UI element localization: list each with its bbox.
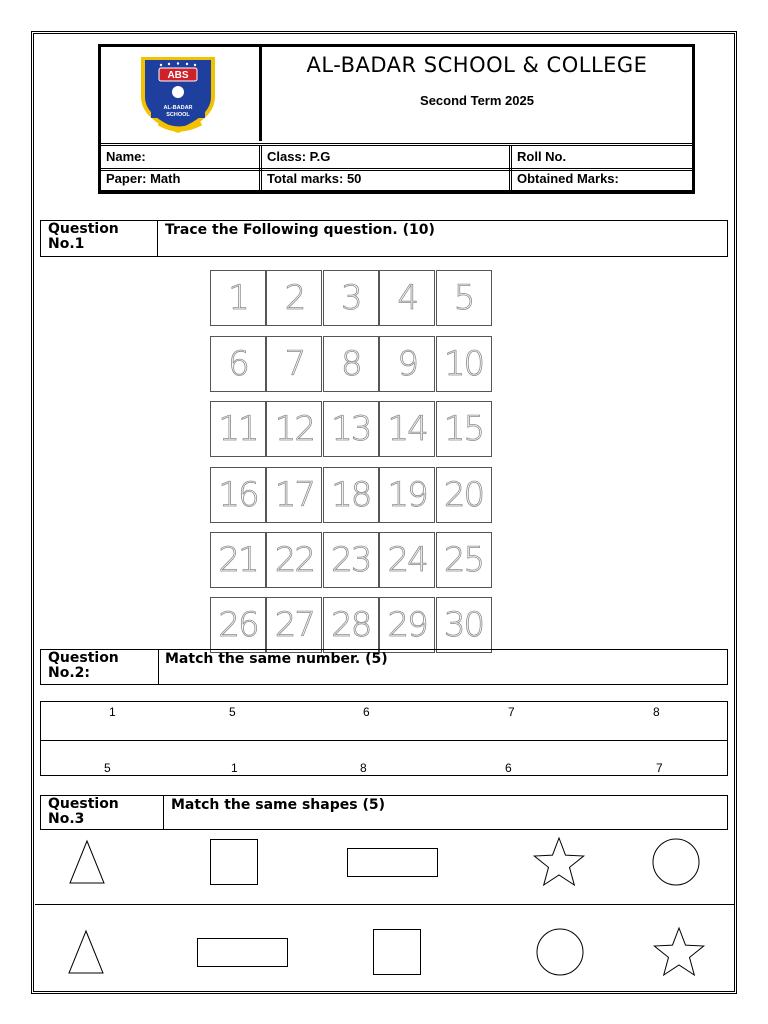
name-field: Name: (106, 149, 146, 164)
question-2-text: Match the same number. (5) (165, 651, 388, 667)
match-number-top[interactable]: 6 (363, 705, 370, 719)
match-number-top[interactable]: 1 (109, 705, 116, 719)
trace-number-cell[interactable]: 29 (379, 597, 435, 653)
rectangle-icon[interactable] (197, 938, 288, 967)
trace-number-cell[interactable]: 22 (266, 532, 322, 588)
circle-icon[interactable] (536, 928, 584, 976)
school-name: AL-BADAR SCHOOL & COLLEGE (306, 53, 648, 77)
shape-divider (35, 904, 735, 905)
triangle-icon[interactable] (68, 930, 104, 974)
square-icon[interactable] (373, 929, 421, 975)
trace-number-cell[interactable]: 28 (323, 597, 379, 653)
triangle-icon[interactable] (69, 840, 105, 884)
match-number-bottom[interactable]: 8 (360, 761, 367, 775)
trace-number-cell[interactable]: 14 (379, 401, 435, 457)
trace-number-cell[interactable]: 4 (379, 270, 435, 326)
trace-number-cell[interactable]: 11 (210, 401, 266, 457)
trace-number-cell[interactable]: 6 (210, 336, 266, 392)
header-row-1 (101, 143, 692, 171)
match-number-top[interactable]: 7 (508, 705, 515, 719)
match-number-top[interactable]: 8 (653, 705, 660, 719)
match-divider (41, 740, 727, 741)
trace-number-cell[interactable]: 10 (436, 336, 492, 392)
match-number-bottom[interactable]: 1 (231, 761, 238, 775)
question-3-box (40, 795, 728, 830)
trace-number-cell[interactable]: 24 (379, 532, 435, 588)
exam-term: Second Term 2025 (420, 93, 534, 108)
question-2-label: Question No.2: (41, 650, 159, 684)
svg-text:AL-BADAR: AL-BADAR (163, 105, 193, 111)
trace-number-cell[interactable]: 30 (436, 597, 492, 653)
total-marks-field: Total marks: 50 (259, 168, 509, 190)
question-1-text: Trace the Following question. (10) (165, 222, 435, 238)
trace-number-cell[interactable]: 18 (323, 467, 379, 523)
school-logo (101, 47, 259, 141)
number-match-box (40, 701, 728, 776)
logo-cell (101, 47, 259, 141)
match-number-bottom[interactable]: 5 (104, 761, 111, 775)
trace-number-cell[interactable]: 20 (436, 467, 492, 523)
star-icon[interactable] (652, 927, 706, 977)
logo-abs-text: ABS (167, 70, 189, 81)
trace-number-cell[interactable]: 3 (323, 270, 379, 326)
trace-row (210, 532, 492, 588)
trace-number-cell[interactable]: 8 (323, 336, 379, 392)
trace-number-cell[interactable]: 23 (323, 532, 379, 588)
obtained-marks-field: Obtained Marks: (509, 168, 692, 190)
trace-row (210, 467, 492, 523)
roll-field: Roll No. (509, 146, 692, 168)
trace-row (210, 401, 492, 457)
rectangle-icon[interactable] (347, 848, 438, 877)
svg-text:SCHOOL: SCHOOL (166, 112, 190, 118)
star-icon[interactable] (532, 837, 586, 887)
trace-number-cell[interactable]: 17 (266, 467, 322, 523)
header-divider (259, 47, 262, 141)
trace-number-cell[interactable]: 2 (266, 270, 322, 326)
match-number-top[interactable]: 5 (229, 705, 236, 719)
trace-number-cell[interactable]: 26 (210, 597, 266, 653)
match-number-bottom[interactable]: 6 (505, 761, 512, 775)
match-number-bottom[interactable]: 7 (656, 761, 663, 775)
trace-number-cell[interactable]: 19 (379, 467, 435, 523)
question-1-box (40, 220, 728, 257)
question-1-label: Question No.1 (41, 221, 158, 256)
trace-number-cell[interactable]: 7 (266, 336, 322, 392)
trace-number-cell[interactable]: 25 (436, 532, 492, 588)
trace-number-cell[interactable]: 15 (436, 401, 492, 457)
exam-header (98, 44, 695, 194)
trace-row (210, 270, 492, 326)
circle-icon[interactable] (652, 838, 700, 886)
trace-number-cell[interactable]: 27 (266, 597, 322, 653)
paper-field: Paper: Math (106, 171, 181, 186)
trace-row (210, 336, 492, 392)
trace-number-cell[interactable]: 12 (266, 401, 322, 457)
class-field: Class: P.G (259, 146, 509, 168)
trace-number-cell[interactable]: 16 (210, 467, 266, 523)
trace-number-cell[interactable]: 21 (210, 532, 266, 588)
trace-number-cell[interactable]: 5 (436, 270, 492, 326)
trace-number-cell[interactable]: 9 (379, 336, 435, 392)
question-3-label: Question No.3 (41, 796, 164, 829)
question-3-text: Match the same shapes (5) (171, 797, 385, 813)
trace-number-cell[interactable]: 13 (323, 401, 379, 457)
header-row-2 (101, 168, 692, 193)
trace-row (210, 597, 492, 653)
trace-number-cell[interactable]: 1 (210, 270, 266, 326)
square-icon[interactable] (210, 839, 258, 885)
question-2-box (40, 649, 728, 685)
